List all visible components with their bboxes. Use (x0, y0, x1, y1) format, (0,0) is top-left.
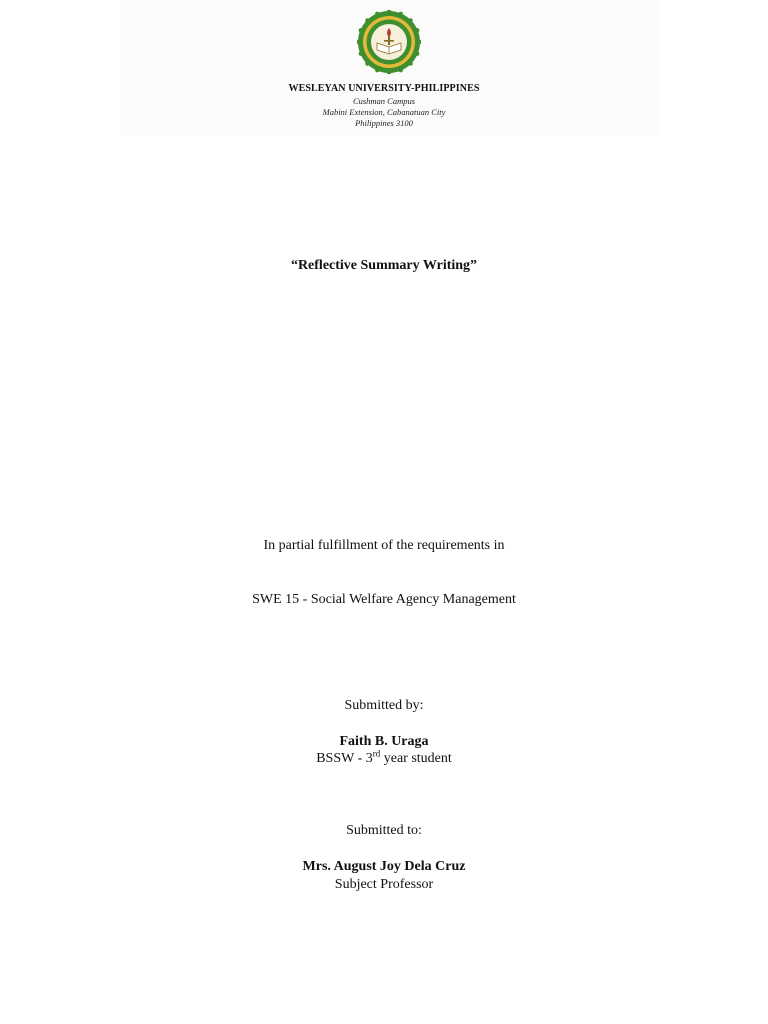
campus-name: Cushman Campus (352, 96, 416, 106)
fulfillment-statement: In partial fulfillment of the requirements in (263, 538, 505, 553)
document-title: “Reflective Summary Writing” (290, 258, 478, 273)
university-seal-icon (357, 10, 421, 74)
campus-address: Mabini Extension, Cabanatuan City (322, 107, 446, 117)
university-name: WESLEYAN UNIVERSITY-PHILIPPINES (288, 83, 480, 94)
submitted-by-label: Submitted by: (344, 698, 424, 713)
year-suffix: year student (380, 751, 452, 766)
campus-country: Philippines 3100 (355, 118, 413, 128)
submitted-to-label: Submitted to: (346, 823, 422, 838)
student-year-level (0, 750, 768, 768)
professor-role: Subject Professor (334, 877, 434, 892)
year-ordinal: rd (372, 748, 381, 759)
student-name: Faith B. Uraga (339, 734, 429, 749)
year-prefix: BSSW - 3 (316, 751, 373, 766)
course-name: SWE 15 - Social Welfare Agency Management (252, 592, 516, 607)
professor-name: Mrs. August Joy Dela Cruz (302, 859, 466, 874)
